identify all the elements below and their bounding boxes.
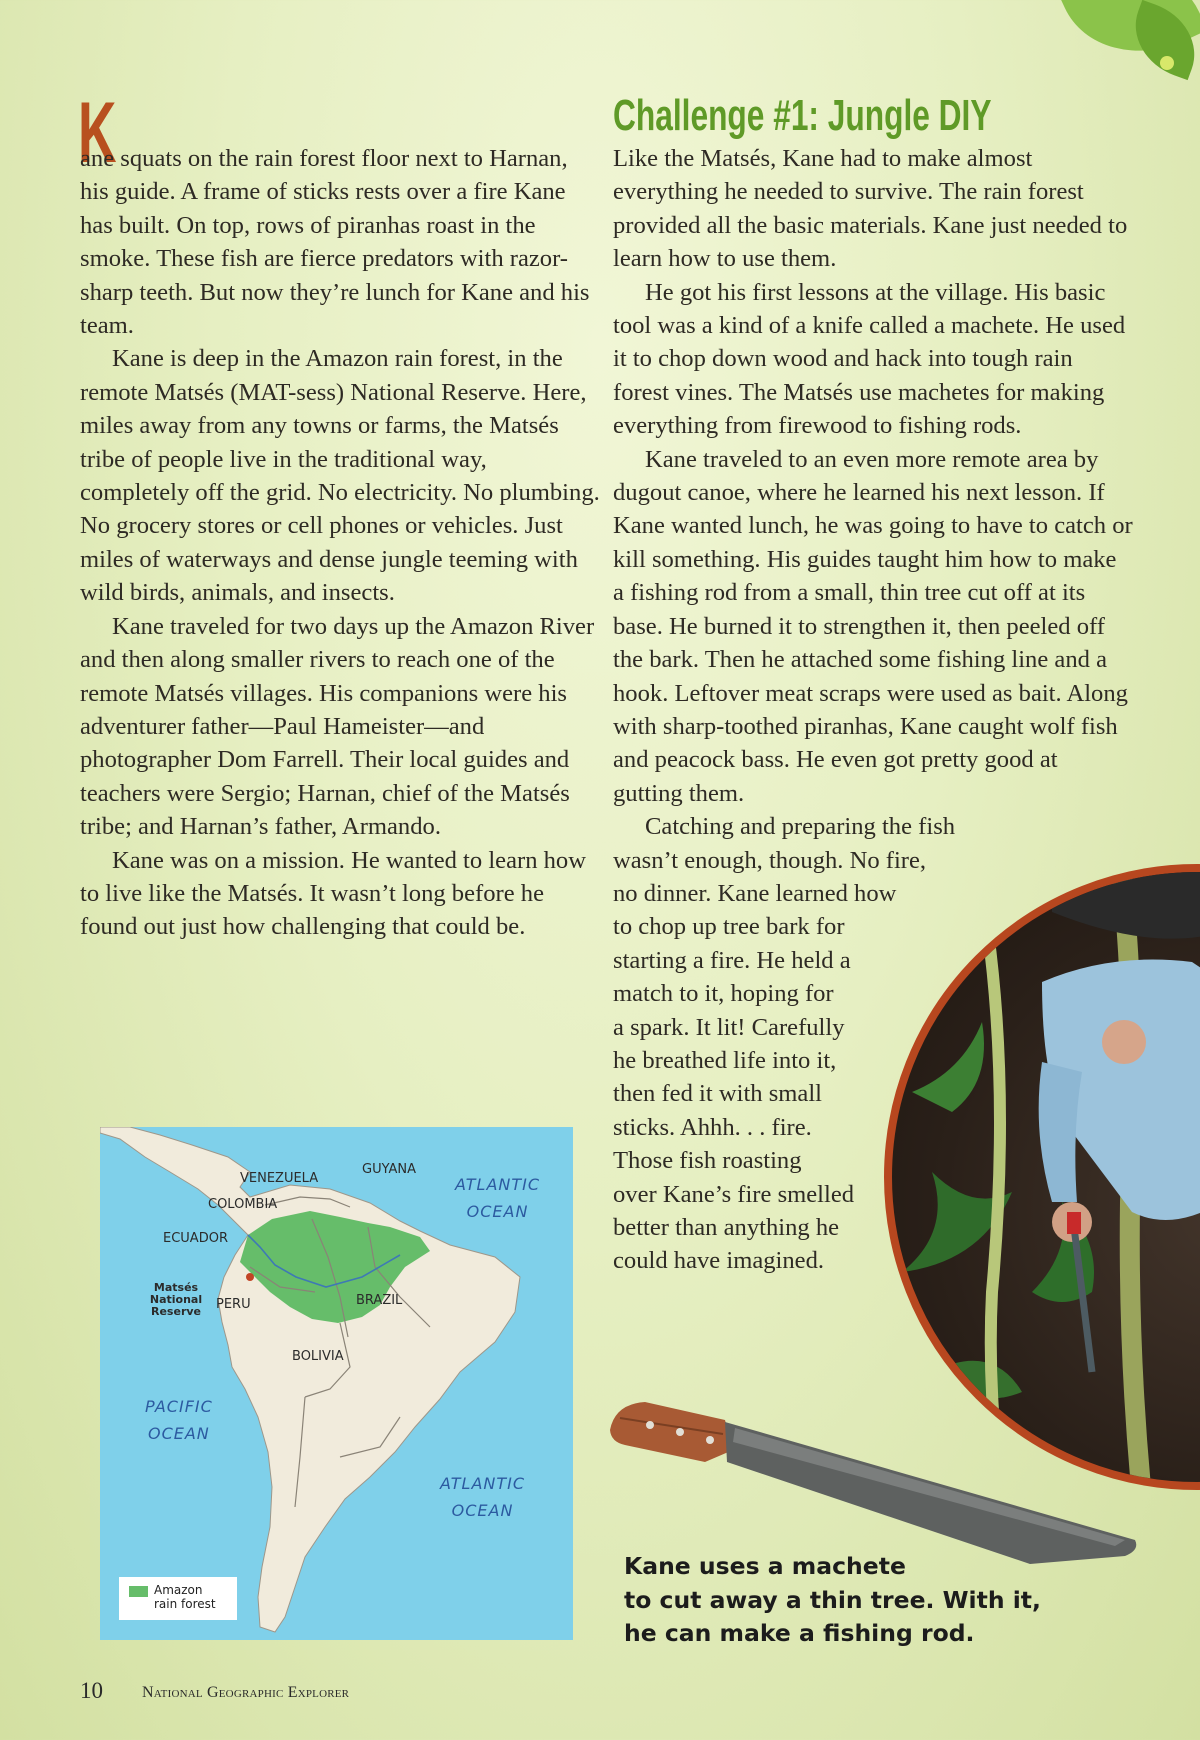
ocean-label-atlantic-south: [440, 1470, 525, 1524]
paragraph: Kane was on a mission. He wanted to learn how to live like the Matsés. It wasn’t long before he found out just how challenging that could be.: [80, 846, 586, 941]
photo-caption: [624, 1550, 1044, 1651]
paragraph-line: sticks. Ahhh. . . fire.: [613, 1113, 812, 1141]
ocean-label-atlantic-north: [455, 1171, 540, 1225]
ocean-label-line: OCEAN: [451, 1501, 514, 1520]
left-column: [80, 142, 600, 944]
ocean-label-line: OCEAN: [147, 1424, 210, 1443]
paragraph-line: could have imagined.: [613, 1247, 825, 1275]
south-america-map: [100, 1127, 573, 1640]
caption-line: he can make a fishing rod.: [624, 1619, 975, 1647]
ocean-label-line: ATLANTIC: [440, 1474, 526, 1493]
publication-title: National Geographic Explorer: [142, 1684, 350, 1701]
legend-swatch: [129, 1586, 148, 1597]
paragraph-line: wasn’t enough, though. No fire,: [613, 846, 927, 874]
map-label-bolivia: BOLIVIA: [292, 1349, 344, 1364]
map-label-ecuador: ECUADOR: [163, 1231, 228, 1246]
paragraph: Kane traveled to an even more remote area by dugout canoe, where he learned his next lesson. If Kane wanted lunch, he was going to have to catch or kill something. His guides taught him how to make a fishing rod from a small, thin tree cut off at its base. He burned it to strengthen it, then peeled off the bark. Then he attached some fishing line and a hook. Leftover meat scraps were used as bait. Along with sharp-toothed piranhas, Kane caught wolf fish and peacock bass. He even got pretty good at gutting them.: [613, 445, 1133, 807]
ocean-label-line: OCEAN: [466, 1202, 529, 1221]
caption-line: to cut away a thin tree. With it,: [624, 1585, 1041, 1614]
ocean-label-pacific: [145, 1393, 213, 1447]
legend-line: Amazon: [154, 1583, 203, 1597]
ocean-label-line: PACIFIC: [145, 1397, 213, 1416]
paragraph-line: a spark. It lit! Carefully: [613, 1013, 845, 1041]
paragraph: He got his first lessons at the village. His basic tool was a kind of a knife called a machete. He used it to chop down wood and hack into tough rain forest vines. The Matsés use machetes for making everything from firewood to fishing rods.: [613, 278, 1126, 440]
paragraph: Like the Matsés, Kane had to make almost everything he needed to survive. The rain forest provided all the basic materials. Kane just needed to learn how to use them.: [613, 145, 1128, 273]
paragraph-line: then fed it with small: [613, 1080, 823, 1108]
map-label-reserve: Matsés National Reserve: [149, 1281, 203, 1318]
paragraph-line: no dinner. Kane learned how: [613, 879, 897, 907]
paragraph-line: to chop up tree bark for: [613, 913, 845, 941]
paragraph-line: he breathed life into it,: [613, 1046, 837, 1074]
paragraph: Kane is deep in the Amazon rain forest, in the remote Matsés (MAT-sess) National Reserve. Here, miles away from any towns or farms, the Matsés tribe of people live in the traditional way, completely off the grid. No electricity. No plumbing. No grocery stores or cell phones or vehicles. Just miles of waterways and dense jungle teeming with wild birds, animals, and insects.: [80, 345, 600, 607]
paragraph-line: over Kane’s fire smelled: [613, 1180, 855, 1208]
paragraph: ane squats on the rain forest floor next to Harnan, his guide. A frame of sticks rests over a fire Kane has built. On top, rows of piranhas roast in the smoke. These fish are fierce predators with razor-sharp teeth. But now they’re lunch for Kane and his team.: [80, 145, 590, 340]
map-label-colombia: COLOMBIA: [208, 1197, 278, 1212]
map-label-guyana: GUYANA: [362, 1162, 417, 1177]
paragraph-line: Catching and preparing the fish: [645, 813, 956, 841]
caption-line: Kane uses a machete: [624, 1552, 906, 1580]
paragraph-line: starting a fire. He held a: [613, 946, 851, 974]
map-label-peru: PERU: [216, 1297, 251, 1312]
leaf-dot: [1160, 56, 1174, 70]
legend-line: rain forest: [154, 1597, 216, 1611]
paragraph-line: better than anything he: [613, 1214, 840, 1241]
ocean-label-line: ATLANTIC: [455, 1175, 541, 1194]
section-heading: Challenge #1: Jungle DIY: [613, 91, 992, 140]
paragraph: Kane traveled for two days up the Amazon River and then along smaller rivers to reach one of the remote Matsés villages. His companions were his adventurer father—Paul Hameister—and photographer Dom Farrell. Their local guides and teachers were Sergio; Harnan, chief of the Matsés tribe; and Harnan’s father, Armando.: [80, 612, 595, 841]
legend-text: [154, 1583, 216, 1611]
map-legend: [119, 1577, 237, 1620]
page-number: 10: [80, 1678, 103, 1703]
drop-cap: K: [78, 85, 117, 181]
map-label-brazil: BRAZIL: [356, 1293, 403, 1308]
paragraph-line: match to it, hoping for: [613, 980, 834, 1008]
map-label-venezuela: VENEZUELA: [240, 1171, 319, 1186]
paragraph-line: Those fish roasting: [613, 1147, 802, 1175]
